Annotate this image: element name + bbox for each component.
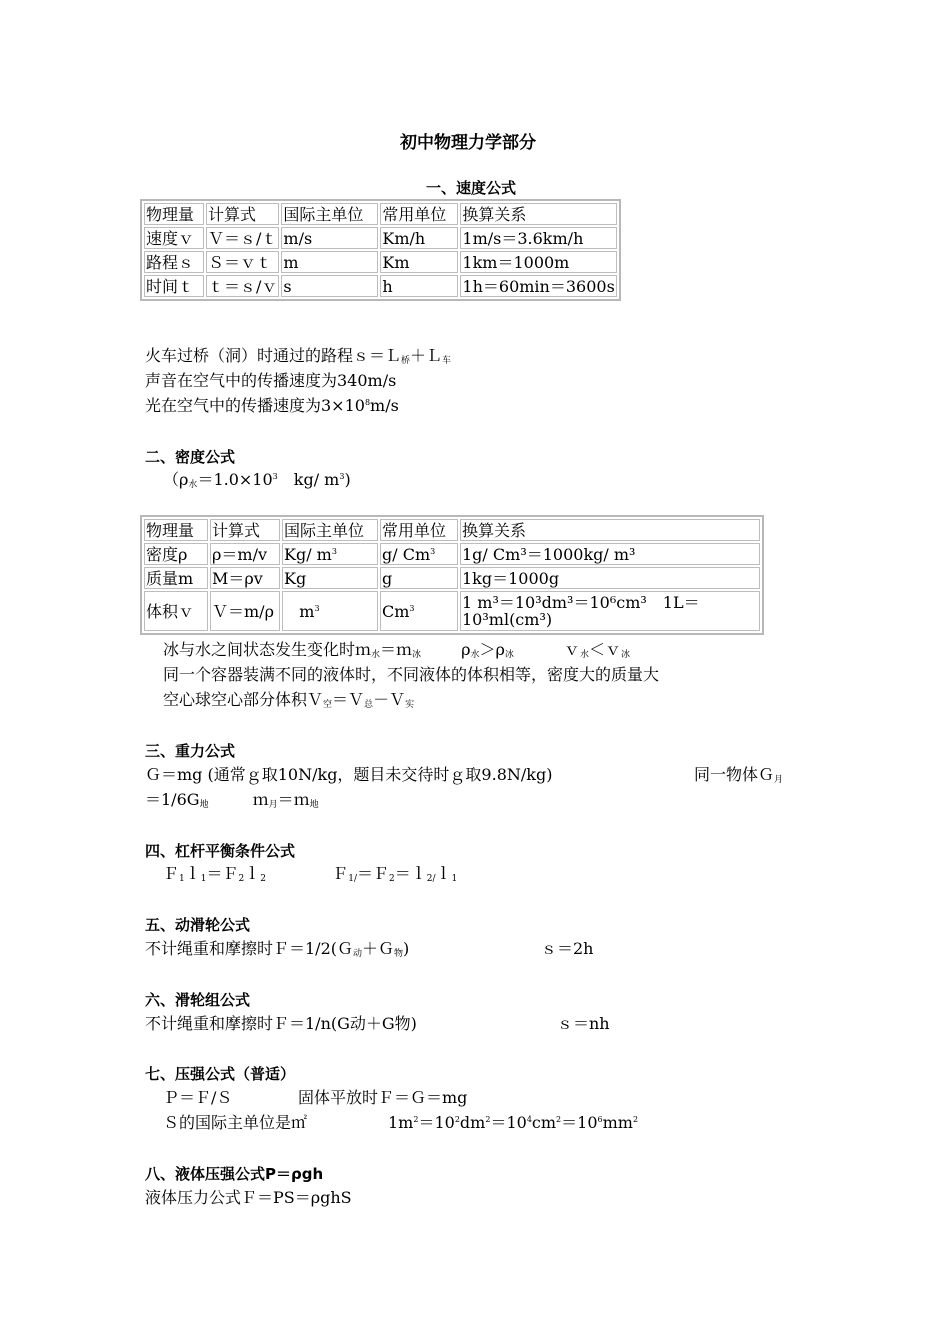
speed-table	[140, 199, 621, 301]
sound-speed: 声音在空气中的传播速度为340m/s	[145, 371, 397, 390]
table-cell: $m^3$	[282, 591, 378, 631]
table-cell: Km/h	[380, 227, 458, 249]
table-cell: Ｓ＝ｖｔ	[206, 251, 279, 273]
table-cell: Ｖ＝m/ρ	[210, 591, 280, 631]
hollow-ball-volume: 空心球空心部分体积Ｖ$_空$＝Ｖ$_总$－Ｖ$_实$	[163, 690, 415, 710]
table-cell: 体积ｖ	[144, 591, 208, 631]
lever-formula: Ｆ$_1$ｌ$_1$＝Ｆ$_2$ｌ$_2$ Ｆ$_{1/}$＝Ｆ$_2$＝ｌ$_{2/}$ｌ$_1$	[163, 864, 458, 884]
table-row	[144, 591, 760, 631]
pulley-block-distance: ｓ＝nh	[557, 1014, 610, 1033]
section-heading-gravity: 三、重力公式	[145, 742, 236, 760]
table-cell: s	[281, 275, 378, 297]
container-rule: 同一个容器装满不同的液体时，不同液体的体积相等，密度大的质量大	[163, 665, 660, 684]
pulley-block-formula: 不计绳重和摩擦时Ｆ＝1/n(G动＋G物)	[145, 1014, 417, 1033]
table-cell: ｔ＝ｓ/ｖ	[208, 276, 278, 296]
table-header-row	[144, 203, 617, 225]
header-cell: 国际主单位	[281, 203, 378, 225]
light-speed: 光在空气中的传播速度为$3\times 10^8m/s$	[145, 396, 399, 415]
moon-gravity-relation: $=1/6G_地$ ｍ$_月$＝ｍ$_地$	[145, 790, 319, 810]
movable-pulley-formula: 不计绳重和摩擦时Ｆ＝1/2(Ｇ$_动$＋Ｇ$_物$)	[145, 939, 410, 959]
gravity-formula: Ｇ＝mg (通常ｇ取10N/kg，题目未交待时ｇ取9.8N/kg)	[145, 765, 553, 784]
bridge-formula: 火车过桥（洞）时通过的路程ｓ＝Ｌ$_桥$＋Ｌ$_车$	[145, 346, 452, 366]
table-cell: g	[380, 567, 458, 589]
table-cell: h	[380, 275, 458, 297]
header-cell: 换算关系	[460, 203, 616, 225]
section-heading-movable-pulley: 五、动滑轮公式	[145, 916, 251, 934]
section-heading-speed: 一、速度公式	[426, 179, 517, 197]
table-row	[144, 567, 760, 589]
page-title: 初中物理力学部分	[400, 133, 536, 153]
table-row	[144, 543, 760, 565]
table-cell: 1 m³＝10³dm³＝10⁶cm³ 1L＝ 10³ml(cm³)	[460, 591, 760, 631]
table-cell: M＝ρv	[210, 567, 280, 589]
table-cell: 路程ｓ	[144, 251, 204, 273]
movable-pulley-distance: ｓ＝2h	[541, 939, 594, 958]
table-cell: 1kg＝1000g	[460, 567, 760, 589]
area-unit: Ｓ的国际主单位是㎡	[163, 1113, 308, 1132]
header-cell: 常用单位	[380, 519, 458, 541]
table-cell: m	[281, 251, 378, 273]
header-cell: 换算关系	[460, 519, 760, 541]
header-cell: 国际主单位	[282, 519, 378, 541]
header-cell: 常用单位	[380, 203, 458, 225]
table-cell: 1g/ Cm³＝1000kg/ m³	[460, 543, 760, 565]
section-heading-pulley-block: 六、滑轮组公式	[145, 991, 251, 1009]
table-cell: 1h＝60min＝3600s	[462, 276, 615, 296]
table-row	[144, 251, 617, 273]
header-cell: 物理量	[144, 519, 208, 541]
moon-gravity: 同一物体Ｇ$_月$	[694, 765, 784, 785]
table-cell: Ｖ＝ｓ/ｔ	[208, 228, 278, 248]
section-heading-liquid-pressure: 八、液体压强公式P＝ρgh	[145, 1165, 324, 1183]
water-density: （$\rho_水=1.0\times 10^3$ kg/ $m^3$)	[163, 470, 351, 490]
section-heading-pressure: 七、压强公式（普适）	[145, 1065, 296, 1083]
table-cell: Kg/ $m^3$	[282, 543, 378, 565]
area-conversion: $1m^2=10^2dm^2=10^4cm^2=10^6mm^2$	[388, 1113, 639, 1132]
table-cell: 时间ｔ	[144, 275, 204, 297]
table-row	[144, 227, 617, 249]
header-cell: 计算式	[206, 203, 279, 225]
liquid-pressure-force: 液体压力公式Ｆ＝PS＝ρghS	[145, 1188, 352, 1207]
solid-pressure: 固体平放时Ｆ＝Ｇ＝mg	[298, 1088, 468, 1107]
density-table	[140, 515, 764, 635]
table-cell: Cm$^3$	[380, 591, 458, 631]
table-cell: 1m/s＝3.6km/h	[460, 227, 616, 249]
table-cell: Kg	[282, 567, 378, 589]
ice-water-relation: 冰与水之间状态发生变化时ｍ$_水$＝ｍ$_冰$ $\rho_水>\rho_冰$ ｖ$_水$＜ｖ$_冰$	[163, 640, 630, 660]
table-cell: Km	[380, 251, 458, 273]
section-heading-lever: 四、杠杆平衡条件公式	[145, 842, 296, 860]
header-cell: 物理量	[144, 203, 204, 225]
table-header-row	[144, 519, 760, 541]
header-cell: 计算式	[210, 519, 280, 541]
table-cell: 1km＝1000m	[460, 251, 616, 273]
section-heading-density: 二、密度公式	[145, 448, 236, 466]
table-row	[144, 275, 617, 297]
table-cell: 质量m	[144, 567, 208, 589]
table-cell: 速度ｖ	[144, 227, 204, 249]
table-cell: g/ Cm$^3$	[380, 543, 458, 565]
table-cell: ρ＝m/v	[210, 543, 280, 565]
table-cell: 密度ρ	[144, 543, 208, 565]
pressure-formula: Ｐ＝Ｆ/Ｓ	[163, 1088, 233, 1107]
table-cell: m/s	[281, 227, 378, 249]
